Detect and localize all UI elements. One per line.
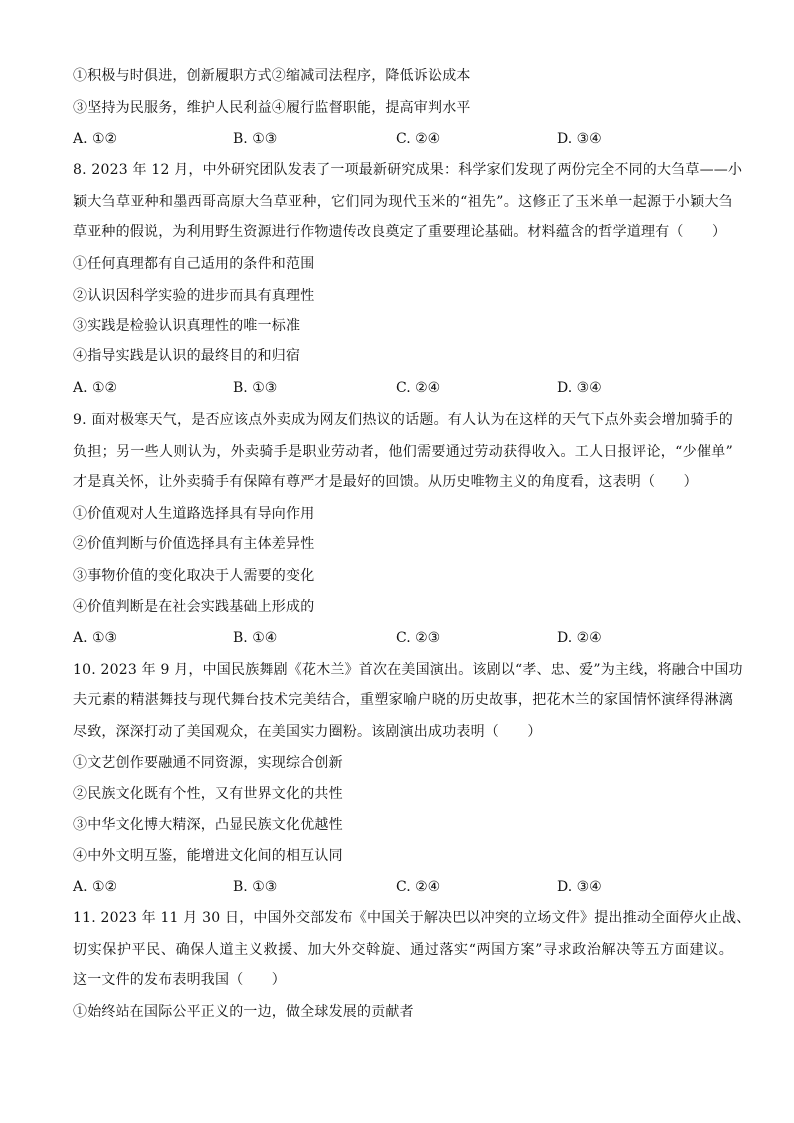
q10-option-a: A. ①② xyxy=(73,879,118,895)
q8-stem-line-1: 8. 2023 年 12 月，中外研究团队发表了一项最新研究成果：科学家们发现了两份完全不同的大刍草——小 xyxy=(73,162,743,178)
q10-stem-line-1: 10. 2023 年 9 月，中国民族舞剧《花木兰》首次在美国演出。该剧以“孝、忠、爱”为主线，将融合中国功 xyxy=(73,662,743,678)
carry-over-item-1: ①积极与时俱进，创新履职方式②缩减司法程序，降低诉讼成本 xyxy=(73,68,471,84)
q11-item-1: ①始终站在国际公平正义的一边，做全球发展的贡献者 xyxy=(73,1004,414,1020)
q10-item-1: ①文艺创作要融通不同资源，实现综合创新 xyxy=(73,755,343,771)
q11-stem-line-2: 切实保护平民、确保人道主义救援、加大外交斡旋、通过落实“两国方案”寻求政治解决等五方面建议。 xyxy=(73,942,733,958)
q9-stem-line-2: 负担；另一些人则认为，外卖骑手是职业劳动者，他们需要通过劳动获得收入。工人日报评论，“少催单” xyxy=(73,444,733,460)
carry-over-option-a: A. ①② xyxy=(73,131,118,147)
q10-option-c: C. ②④ xyxy=(396,879,441,895)
q10-option-d: D. ③④ xyxy=(557,879,602,895)
carry-over-option-b: B. ①③ xyxy=(233,131,278,147)
q10-option-b: B. ①③ xyxy=(233,879,278,895)
q8-item-3: ③实践是检验认识真理性的唯一标准 xyxy=(73,318,301,334)
q9-option-a: A. ①③ xyxy=(73,630,118,646)
q10-item-4: ④中外文明互鉴，能增进文化间的相互认同 xyxy=(73,848,343,864)
q8-stem-line-3: 草亚种的假说，为利用野生资源进行作物遗传改良奠定了重要理论基础。材料蕴含的哲学道理有（ ） xyxy=(73,224,727,240)
q9-stem-line-3: 才是真关怀，让外卖骑手有保障有尊严才是最好的回馈。从历史唯物主义的角度看，这表明（ ） xyxy=(73,474,698,490)
q8-item-1: ①任何真理都有自己适用的条件和范围 xyxy=(73,256,315,272)
q9-option-b: B. ①④ xyxy=(233,630,278,646)
q9-option-c: C. ②③ xyxy=(396,630,441,646)
q10-item-2: ②民族文化既有个性，又有世界文化的共性 xyxy=(73,786,343,802)
q8-item-4: ④指导实践是认识的最终目的和归宿 xyxy=(73,348,301,364)
q9-item-3: ③事物价值的变化取决于人需要的变化 xyxy=(73,568,315,584)
q9-item-1: ①价值观对人生道路选择具有导向作用 xyxy=(73,506,315,522)
q8-option-c: C. ②④ xyxy=(396,380,441,396)
q11-stem-line-1: 11. 2023 年 11 月 30 日，中国外交部发布《中国关于解决巴以冲突的立场文件》提出推动全面停火止战、 xyxy=(73,910,751,926)
carry-over-option-d: D. ③④ xyxy=(557,131,602,147)
q8-stem-line-2: 颖大刍草亚种和墨西哥高原大刍草亚种，它们同为现代玉米的“祖先”。这修正了玉米单一起源于小颖大刍 xyxy=(73,194,733,210)
carry-over-option-c: C. ②④ xyxy=(396,131,441,147)
q9-stem-line-1: 9. 面对极寒天气，是否应该点外卖成为网友们热议的话题。有人认为在这样的天气下点外卖会增加骑手的 xyxy=(73,412,733,428)
q9-option-d: D. ②④ xyxy=(557,630,602,646)
q10-stem-line-3: 尽致，深深打动了美国观众，在美国实力圈粉。该剧演出成功表明（ ） xyxy=(73,724,542,740)
q9-item-4: ④价值判断是在社会实践基础上形成的 xyxy=(73,599,315,615)
q10-item-3: ③中华文化博大精深，凸显民族文化优越性 xyxy=(73,817,343,833)
q9-item-2: ②价值判断与价值选择具有主体差异性 xyxy=(73,536,315,552)
q8-option-a: A. ①② xyxy=(73,380,118,396)
q11-stem-line-3: 这一文件的发布表明我国（ ） xyxy=(73,972,286,988)
q8-option-d: D. ③④ xyxy=(557,380,602,396)
carry-over-item-2: ③坚持为民服务，维护人民利益④履行监督职能，提高审判水平 xyxy=(73,100,471,116)
q8-option-b: B. ①③ xyxy=(233,380,278,396)
q8-item-2: ②认识因科学实验的进步而具有真理性 xyxy=(73,288,315,304)
q10-stem-line-2: 夫元素的精湛舞技与现代舞台技术完美结合，重塑家喻户晓的历史故事，把花木兰的家国情怀演绎得淋漓 xyxy=(73,692,733,708)
